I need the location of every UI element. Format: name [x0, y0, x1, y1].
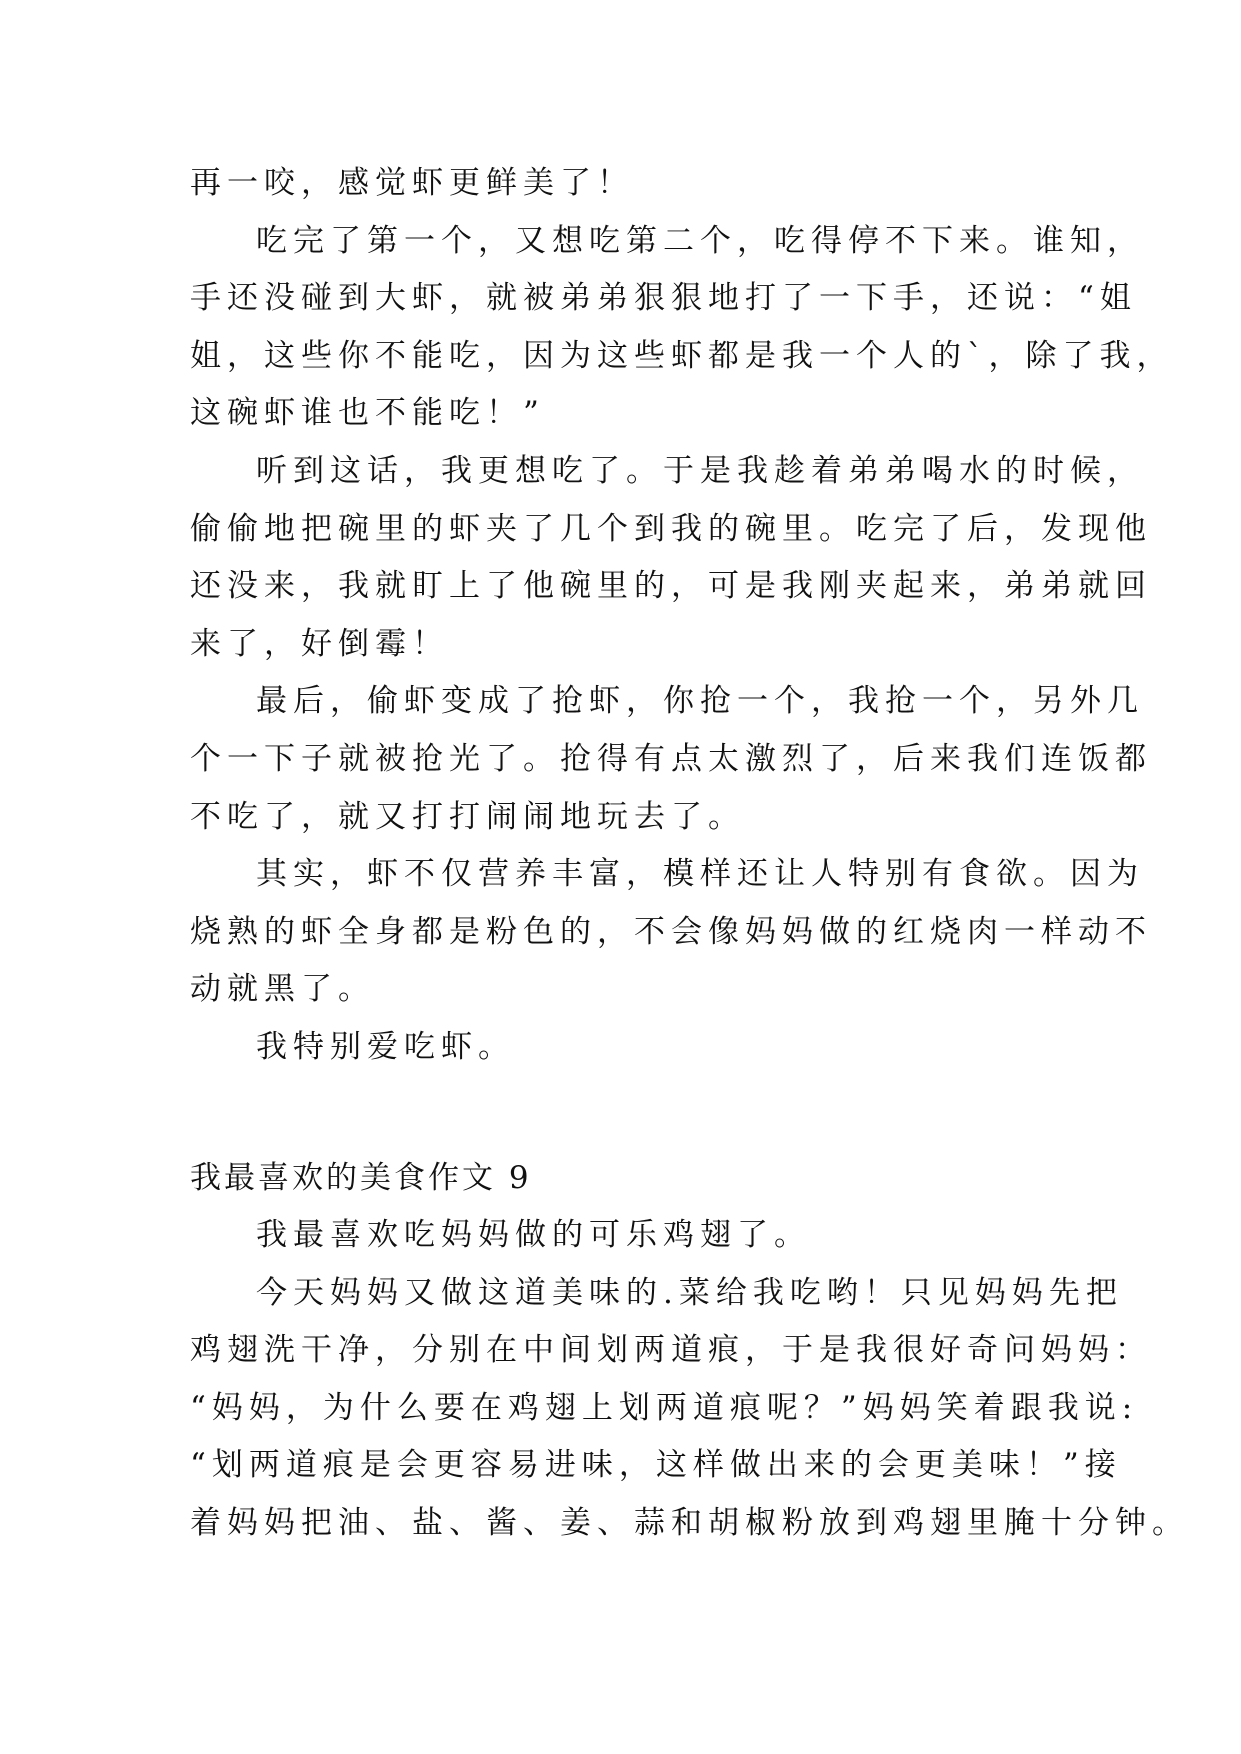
paragraph-line: 姐，这些你不能吃，因为这些虾都是我一个人的`，除了我，: [190, 337, 1174, 374]
paragraph-line: 个一下子就被抢光了。抢得有点太激烈了，后来我们连饭都: [190, 740, 1152, 777]
paragraph-line: “妈妈，为什么要在鸡翅上划两道痕呢？”妈妈笑着跟我说:: [190, 1389, 1139, 1426]
paragraph-line: 听到这话，我更想吃了。于是我趁着弟弟喝水的时候，: [256, 452, 1144, 489]
paragraph-line: 不吃了，就又打打闹闹地玩去了。: [190, 798, 745, 835]
paragraph-line: 我最喜欢吃妈妈做的可乐鸡翅了。: [256, 1217, 811, 1254]
paragraph-line: 其实，虾不仅营养丰富，模样还让人特别有食欲。因为: [256, 856, 1144, 893]
paragraph-line: 着妈妈把油、盐、酱、姜、蒜和胡椒粉放到鸡翅里腌十分钟。: [190, 1505, 1189, 1542]
paragraph-line: 再一咬，感觉虾更鲜美了！: [190, 165, 634, 201]
paragraph-line: “划两道痕是会更容易进味，这样做出来的会更美味！”接: [190, 1447, 1122, 1484]
paragraph-line: 来了，好倒霉！: [190, 625, 449, 662]
paragraph-line: 最后，偷虾变成了抢虾，你抢一个，我抢一个，另外几: [256, 683, 1144, 720]
article-body: [190, 155, 1189, 1553]
paragraph-line: 吃完了第一个，又想吃第二个，吃得停不下来。谁知，: [256, 222, 1144, 259]
section-spacer: [190, 1077, 1070, 1150]
paragraph-line: 还没来，我就盯上了他碗里的，可是我刚夹起来，弟弟就回: [190, 568, 1152, 605]
paragraph-line: 动就黑了。: [190, 971, 375, 1008]
paragraph-line: 偷偷地把碗里的虾夹了几个到我的碗里。吃完了后，发现他: [190, 510, 1152, 547]
paragraph-line: 这碗虾谁也不能吃！”: [190, 395, 545, 432]
paragraph-line: 烧熟的虾全身都是粉色的，不会像妈妈做的红烧肉一样动不: [190, 913, 1152, 950]
paragraph-line: 我特别爱吃虾。: [256, 1028, 515, 1065]
section-heading: 我最喜欢的美食作文 9: [190, 1159, 532, 1196]
paragraph-line: 手还没碰到大虾，就被弟弟狠狠地打了一下手，还说：“姐: [190, 280, 1137, 317]
paragraph-line: 今天妈妈又做这道美味的.菜给我吃哟！只见妈妈先把: [256, 1274, 1123, 1311]
paragraph-line: 鸡翅洗干净，分别在中间划两道痕，于是我很好奇问妈妈：: [190, 1332, 1152, 1369]
